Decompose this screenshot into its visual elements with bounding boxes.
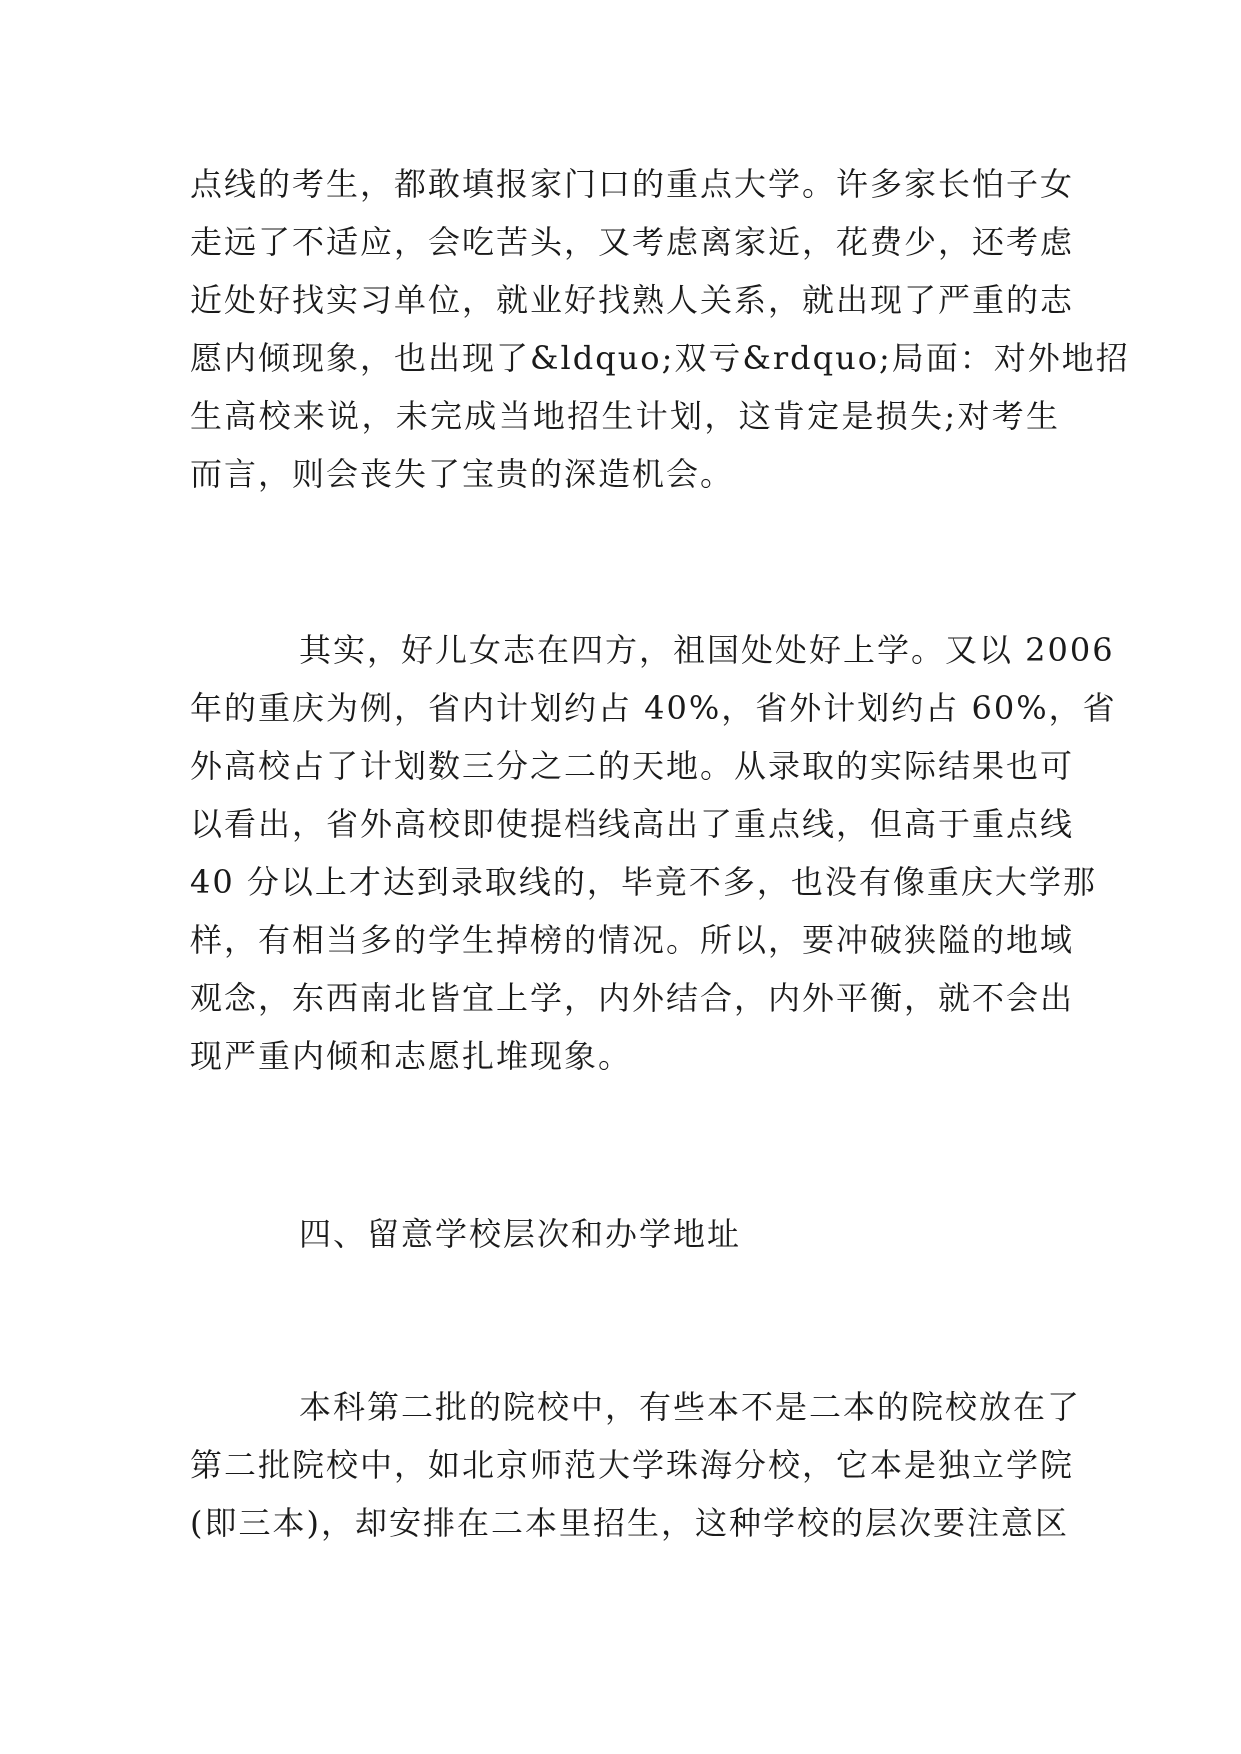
paragraph-line: 样，有相当多的学生掉榜的情况。所以，要冲破狭隘的地域 — [190, 921, 1075, 959]
paragraph-line: 40 分以上才达到录取线的，毕竟不多，也没有像重庆大学那 — [190, 863, 1097, 901]
section-heading — [190, 1205, 1060, 1263]
paragraph-line: 以看出，省外高校即使提档线高出了重点线，但高于重点线 — [190, 805, 1075, 843]
paragraph-line: 第二批院校中，如北京师范大学珠海分校，它本是独立学院 — [190, 1446, 1075, 1484]
paragraph-line: 点线的考生，都敢填报家门口的重点大学。许多家长怕子女 — [190, 165, 1075, 203]
paragraph-line: (即三本)，却安排在二本里招生，这种学校的层次要注意区 — [190, 1504, 1069, 1542]
paragraph-2 — [190, 621, 1117, 1085]
paragraph-line: 年的重庆为例，省内计划约占 40%，省外计划约占 60%，省 — [190, 689, 1117, 727]
paragraph-line: 近处好找实习单位，就业好找熟人关系，就出现了严重的志 — [190, 281, 1075, 319]
paragraph-line: 外高校占了计划数三分之二的天地。从录取的实际结果也可 — [190, 747, 1075, 785]
paragraph-line: 其实，好儿女志在四方，祖国处处好上学。又以 2006 — [299, 631, 1115, 669]
paragraph-line: 走远了不适应，会吃苦头，又考虑离家近，花费少，还考虑 — [190, 223, 1075, 261]
paragraph-3 — [190, 1378, 1082, 1552]
section-heading-text: 四、留意学校层次和办学地址 — [299, 1215, 742, 1253]
paragraph-line: 愿内倾现象，也出现了&ldquo;双亏&rdquo;局面：对外地招 — [190, 339, 1130, 377]
paragraph-line: 本科第二批的院校中，有些本不是二本的院校放在了 — [299, 1388, 1082, 1426]
paragraph-1 — [190, 155, 1130, 503]
paragraph-line: 观念，东西南北皆宜上学，内外结合，内外平衡，就不会出 — [190, 979, 1075, 1017]
paragraph-line: 而言，则会丧失了宝贵的深造机会。 — [190, 455, 735, 493]
paragraph-line: 生高校来说，未完成当地招生计划，这肯定是损失;对考生 — [190, 397, 1060, 435]
paragraph-line: 现严重内倾和志愿扎堆现象。 — [190, 1037, 633, 1075]
